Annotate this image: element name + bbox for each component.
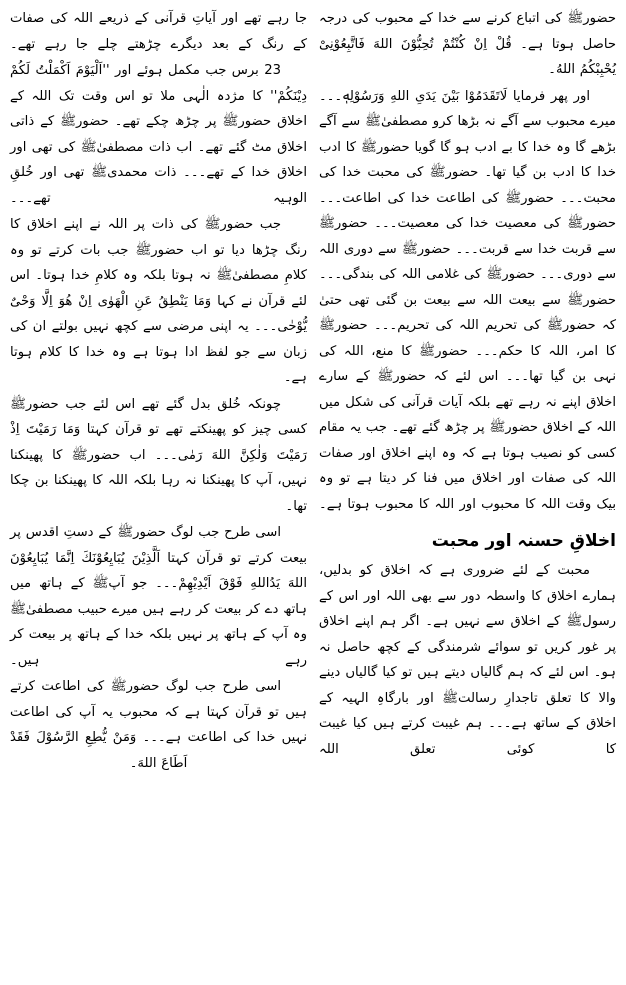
- paragraph: جا رہے تھے اور آیاتِ قرآنی کے ذریعے اللہ کی صفات کے رنگ کے بعد دیگرے چڑھتے چلے جا رہے تھے۔: [10, 11, 307, 52]
- paragraph: اسی طرح جب لوگ حضورﷺ کی اطاعت کرتے ہیں تو قرآن کہتا ہے کہ محبوب یہ آپ کی اطاعت نہیں خدا کی اطاعت ہے۔۔۔ وَمَنْ یُّطِعِ الرَّسُوْلَ فَقَدْ اَطَاعَ اللهَ۔: [10, 679, 307, 771]
- paragraph: اور پھر فرمایا لَاتَقَدَمُوْا بَیْنَ یَدَیِ اللهِ وَرَسُوْلِهٖ۔۔۔ میرے محبوب سے آگے نہ بڑھا کرو مصطفیٰﷺ سے آگے بڑھے گا وہ خدا کا بے ادب ہو گا گویا حضورﷺ کا ادب خدا کا ادب بن گیا تھا۔ حضورﷺ کی محبت خدا کی محبت۔۔۔ حضورﷺ کی اطاعت خدا کی اطاعت۔۔۔ حضورﷺ کی معصیت خدا کی معصیت۔۔۔ حضورﷺ سے قربت خدا سے قربت۔۔۔ حضورﷺ سے دوری اللہ سے دوری۔۔۔ حضورﷺ کی غلامی اللہ کی بندگی۔۔۔ حضورﷺ سے بیعت اللہ سے بیعت بن گئی تھی حتیٰ کہ حضورﷺ کی تحریم اللہ کی تحریم۔۔۔ حضورﷺ کا امر، اللہ کا حکم۔۔۔ حضورﷺ کا منع، اللہ کی نہی بن گیا تھا۔۔۔ اس لئے کہ حضورﷺ کے سارے اخلاق اپنے نہ رہے تھے بلکہ آیات قرآنی کی شکل میں اللہ کے اخلاق حضورﷺ پر چڑھ گئے تھے۔ جب یہ مقام کسی کو نصیب ہوتا ہے کہ وہ اپنے اخلاق اور صفات اللہ کی صفات اور اخلاق میں فنا کر دیتا ہے تو وہ بیک وقت اللہ کا محبوب اور اللہ کا محبوب ہوتا ہے۔: [319, 88, 616, 512]
- paragraph: حضورﷺ کی اتباع کرنے سے خدا کے محبوب کی درجہ حاصل ہوتا ہے۔ قُلْ اِنْ كُنْتُمْ تُحِبُّوْنَ اللهَ فَاتَّبِعُوْنِیْ یُحْبِبْكُمُ اللهُ۔: [319, 11, 616, 77]
- left-column: [10, 6, 307, 777]
- paragraph: 23 برس جب مکمل ہوئے اور ''اَلْیَوْمَ اَكْمَلْتُ لَكُمْ دِیْنَكُمْ'' کا مژدہ الٰہی ملا تو اس وقت تک اللہ کے اخلاق حضورﷺ پر چڑھ چکے تھے۔ حضورﷺ کے ذاتی اخلاق مٹ گئے تھے۔ اب ذات مصطفیٰﷺ کی تھی اور اخلاق خدا کے تھے۔۔۔ ذات محمدیﷺ تھی اور خُلقِ الوہیہ تھے۔۔۔: [10, 63, 307, 206]
- right-column: [319, 6, 616, 763]
- section-heading: اخلاقِ حسنہ اور محبت: [431, 531, 616, 551]
- paragraph: محبت کے لئے ضروری ہے کہ اخلاق کو بدلیں، ہمارے اخلاق کا واسطہ دور سے بھی اللہ اور اس کے رسولﷺ کے اخلاق سے نہیں ہے۔ اگر ہم اپنے اخلاق پر غور کریں تو سوائے شرمندگی کے کچھ حاصل نہ ہو۔ اس لئے کہ ہم گالیاں دیتے ہیں تو کیا گالیاں دینے والا کا تعلق تاجدارِ رسالتﷺ اور بارگاہِ الہیہ کے اخلاق کے ساتھ ہے۔۔۔ ہم غیبت کرتے ہیں کیا غیبت کا کوئی تعلق اللہ: [319, 563, 616, 757]
- paragraph: چونکہ خُلق بدل گئے تھے اس لئے جب حضورﷺ کسی چیز کو پھینکتے تھے تو قرآن کہتا وَمَا رَمَیْتَ اِذْ رَمَیْتَ وَلٰكِنَّ اللهَ رَمٰی۔۔۔ اب حضورﷺ کا پھینکنا نہیں، آپ کا پھینکنا نہ رہا بلکہ اللہ کا پھینکنا بن چکا تھا۔: [10, 396, 307, 514]
- paragraph: جب حضورﷺ کی ذات پر اللہ نے اپنے اخلاق کا رنگ چڑھا دیا تو اب حضورﷺ جب بات کرتے تو وہ کلامِ مصطفیٰﷺ نہ ہوتا بلکہ وہ کلامِ خدا ہوتا۔ اس لئے قرآن نے کہا وَمَا یَنْطِقُ عَنِ الْهَوٰی اِنْ هُوَ اِلَّا وَحْیٌ یُّوْحٰی۔۔۔ یہ اپنی مرضی سے کچھ نہیں بولتے ان کی زبان سے جو لفظ ادا ہوتا ہے وہ خدا کا کلام ہوتا ہے۔: [10, 217, 307, 385]
- paragraph: اسی طرح جب لوگ حضورﷺ کے دستِ اقدس پر بیعت کرتے تو قرآن کہتا اَلَّذِیْنَ یُبَایِعُوْنَكَ اِنَّمَا یُبَایِعُوْنَ اللهَ یَدُاللهِ فَوْقَ اَیْدِیْهِمْ۔۔۔ جو آپﷺ کے ہاتھ میں ہاتھ دے کر بیعت کر رہے ہیں میرے حبیب مصطفیٰﷺ وہ آپ کے ہاتھ پر نہیں بلکہ خدا کے ہاتھ پر بیعت کر رہے ہیں۔: [10, 525, 307, 668]
